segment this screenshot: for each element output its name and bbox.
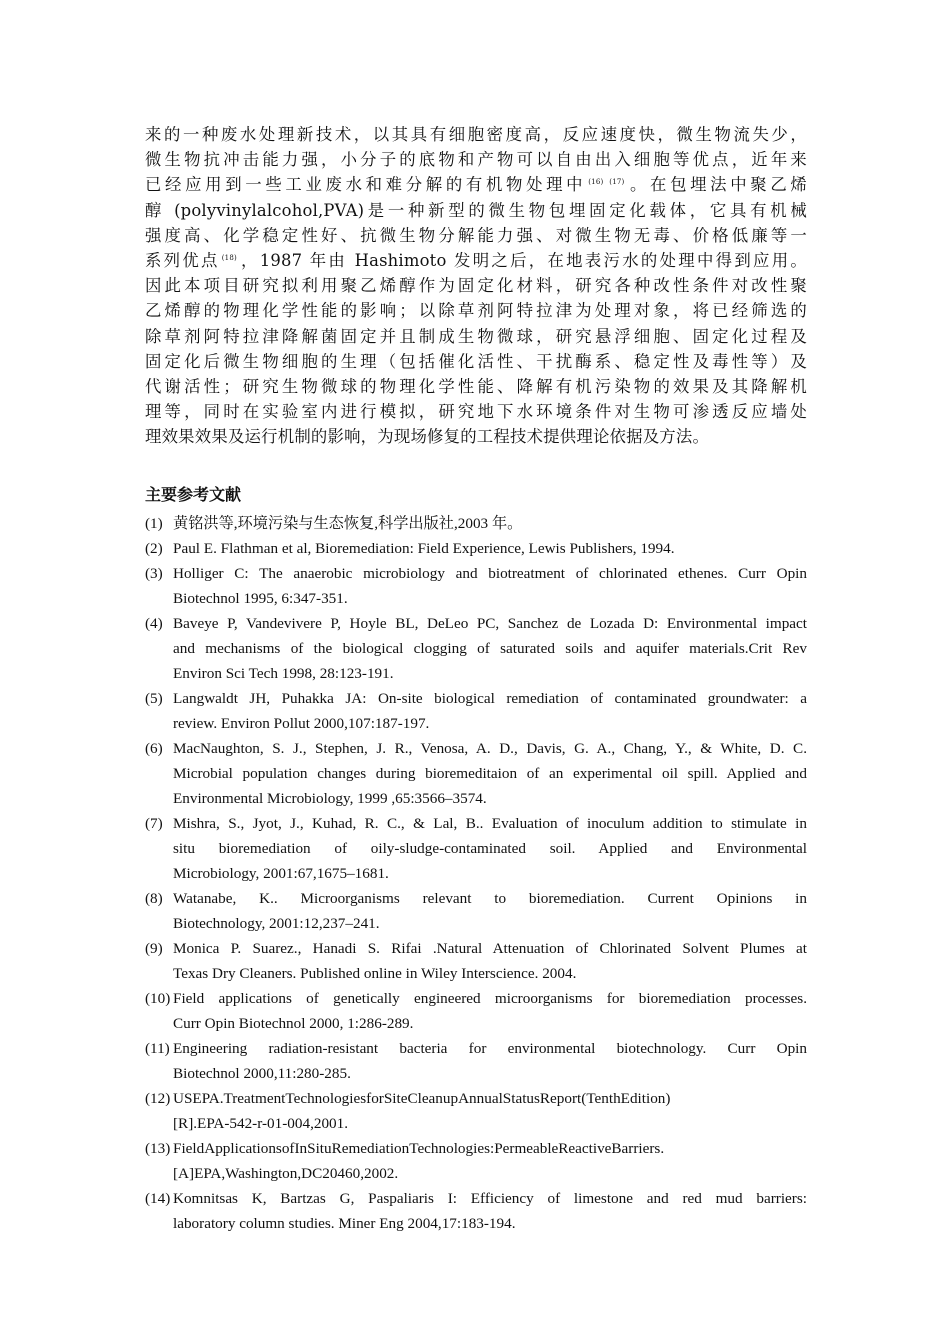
body-line: 理等，同时在实验室内进行模拟，研究地下水环境条件对生物可渗透反应墙处	[145, 402, 807, 422]
reference-line: Biotechnol 2000,11:280-285.	[173, 1064, 351, 1082]
reference-item	[145, 511, 807, 536]
reference-line: Texas Dry Cleaners. Published online in Wiley Interscience. 2004.	[173, 964, 577, 982]
reference-number: (14)	[145, 1189, 171, 1207]
reference-line: Baveye P, Vandevivere P, Hoyle BL, DeLeo PC, Sanchez de Lozada D: Environmental impact	[173, 614, 807, 632]
reference-text	[173, 986, 807, 1036]
body-line-text: 已经应用到一些工业废水和难分解的有机物处理中	[145, 175, 587, 195]
reference-item	[145, 1136, 807, 1186]
reference-line: and mechanisms of the biological clogging of saturated soils and aquifer materials.Crit Rev	[173, 639, 807, 657]
reference-line: Biotechnol 1995, 6:347-351.	[173, 589, 348, 607]
reference-line: Paul E. Flathman et al, Bioremediation: Field Experience, Lewis Publishers, 1994.	[173, 539, 675, 557]
reference-text	[173, 686, 807, 736]
reference-number: (4)	[145, 614, 163, 632]
body-line: 强度高、化学稳定性好、抗微生物分解能力强、对微生物无毒、价格低廉等一	[145, 225, 807, 245]
reference-item	[145, 1186, 807, 1236]
reference-number: (11)	[145, 1039, 170, 1057]
reference-line: Watanabe, K.. Microorganisms relevant to bioremediation. Current Opinions in	[173, 889, 807, 907]
reference-text	[173, 561, 807, 611]
body-line: 固定化后微生物细胞的生理（包括催化活性、干扰酶系、稳定性及毒性等）及	[145, 351, 807, 371]
reference-text	[173, 1186, 807, 1236]
reference-line: Langwaldt JH, Puhakka JA: On-site biological remediation of contaminated groundwater: a	[173, 689, 807, 707]
reference-list	[145, 511, 807, 1236]
citation-18: (18)	[221, 254, 237, 263]
body-line: 微生物抗冲击能力强，小分子的底物和产物可以自由出入细胞等优点，近年来	[145, 150, 807, 170]
reference-line: Engineering radiation-resistant bacteria for environmental biotechnology. Curr Opin	[173, 1039, 807, 1057]
reference-line: Mishra, S., Jyot, J., Kuhad, R. C., & Lal, B.. Evaluation of inoculum addition to stimulate in	[173, 814, 807, 832]
reference-text	[173, 736, 807, 811]
reference-line: Komnitsas K, Bartzas G, Paspaliaris I: Efficiency of limestone and red mud barriers:	[173, 1189, 807, 1207]
reference-number: (3)	[145, 564, 163, 582]
body-line: 醇 (polyvinylalcohol,PVA)是一种新型的微生物包埋固定化载体，它具有机械	[145, 200, 807, 220]
reference-line: Field applications of genetically engineered microorganisms for bioremediation processes.	[173, 989, 807, 1007]
reference-item	[145, 1086, 807, 1136]
reference-line: [A]EPA,Washington,DC20460,2002.	[173, 1164, 399, 1182]
reference-number: (6)	[145, 739, 163, 757]
reference-line: Monica P. Suarez., Hanadi S. Rifai .Natural Attenuation of Chlorinated Solvent Plumes at	[173, 939, 807, 957]
reference-number: (9)	[145, 939, 163, 957]
reference-text	[173, 886, 807, 936]
reference-number: (2)	[145, 539, 163, 557]
reference-item	[145, 736, 807, 811]
reference-text	[173, 536, 807, 561]
reference-number: (13)	[145, 1139, 171, 1157]
reference-text	[173, 1036, 807, 1086]
reference-number: (10)	[145, 989, 171, 1007]
reference-text	[173, 936, 807, 986]
reference-item	[145, 611, 807, 686]
body-paragraph	[145, 122, 807, 450]
reference-text	[173, 511, 807, 536]
reference-text	[173, 811, 807, 886]
body-line: 除草剂阿特拉津降解菌固定并且制成生物微球，研究悬浮细胞、固定化过程及	[145, 326, 807, 346]
body-line: 来的一种废水处理新技术，以其具有细胞密度高，反应速度快，微生物流失少，	[145, 125, 807, 144]
citation-16-17: (16) (17)	[588, 178, 625, 187]
body-line-tail: ，1987 年由 Hashimoto 发明之后，在地表污水的处理中得到应用。	[238, 251, 807, 271]
reference-line: [R].EPA-542-r-01-004,2001.	[173, 1114, 349, 1132]
body-line	[145, 172, 807, 197]
reference-number: (7)	[145, 814, 163, 832]
reference-line: Holliger C: The anaerobic microbiology and biotreatment of chlorinated ethenes. Curr Opin	[173, 564, 807, 582]
reference-item	[145, 886, 807, 936]
reference-number: (12)	[145, 1089, 171, 1107]
page-content	[145, 122, 807, 1236]
reference-text	[173, 1136, 807, 1186]
reference-item	[145, 986, 807, 1036]
reference-item	[145, 561, 807, 611]
body-line	[145, 248, 807, 273]
reference-line: Environ Sci Tech 1998, 28:123-191.	[173, 664, 394, 682]
reference-line: Environmental Microbiology, 1999 ,65:3566–3574.	[173, 789, 487, 807]
body-line: 代谢活性；研究生物微球的物理化学性能、降解有机污染物的效果及其降解机	[145, 377, 807, 397]
body-line-text: 系列优点	[145, 251, 220, 271]
reference-number: (1)	[145, 514, 163, 532]
body-line: 因此本项目研究拟利用聚乙烯醇作为固定化材料，研究各种改性条件对改性聚	[145, 276, 807, 296]
body-line: 理效果效果及运行机制的影响，为现场修复的工程技术提供理论依据及方法。	[145, 427, 710, 447]
reference-item	[145, 936, 807, 986]
reference-item	[145, 686, 807, 736]
reference-line: 黄铭洪等,环境污染与生态恢复,科学出版社,2003 年。	[173, 514, 523, 532]
reference-number: (8)	[145, 889, 163, 907]
reference-line: MacNaughton, S. J., Stephen, J. R., Venosa, A. D., Davis, G. A., Chang, Y., & White, D. C.	[173, 739, 807, 757]
reference-line: Biotechnology, 2001:12,237–241.	[173, 914, 380, 932]
reference-item	[145, 536, 807, 561]
reference-line: Microbiology, 2001:67,1675–1681.	[173, 864, 389, 882]
reference-item	[145, 811, 807, 886]
reference-line: USEPA.TreatmentTechnologiesforSiteCleanupAnnualStatusReport(TenthEdition)	[173, 1089, 671, 1107]
body-line: 乙烯醇的物理化学性能的影响；以除草剂阿特拉津为处理对象，将已经筛选的	[145, 301, 807, 321]
reference-line: FieldApplicationsofInSituRemediationTechnologies:PermeableReactiveBarriers.	[173, 1139, 665, 1157]
body-line-tail: 。在包埋法中聚乙烯	[626, 175, 807, 195]
reference-line: Curr Opin Biotechnol 2000, 1:286-289.	[173, 1014, 414, 1032]
reference-item	[145, 1036, 807, 1086]
reference-text	[173, 1086, 807, 1136]
reference-line: situ bioremediation of oily-sludge-contaminated soil. Applied and Environmental	[173, 839, 807, 857]
reference-line: Microbial population changes during bioremeditaion of an experimental oil spill. Applied and	[173, 764, 807, 782]
references-heading: 主要参考文献	[145, 484, 242, 504]
reference-number: (5)	[145, 689, 163, 707]
reference-line: review. Environ Pollut 2000,107:187-197.	[173, 714, 430, 732]
reference-text	[173, 611, 807, 686]
reference-line: laboratory column studies. Miner Eng 2004,17:183-194.	[173, 1214, 516, 1232]
